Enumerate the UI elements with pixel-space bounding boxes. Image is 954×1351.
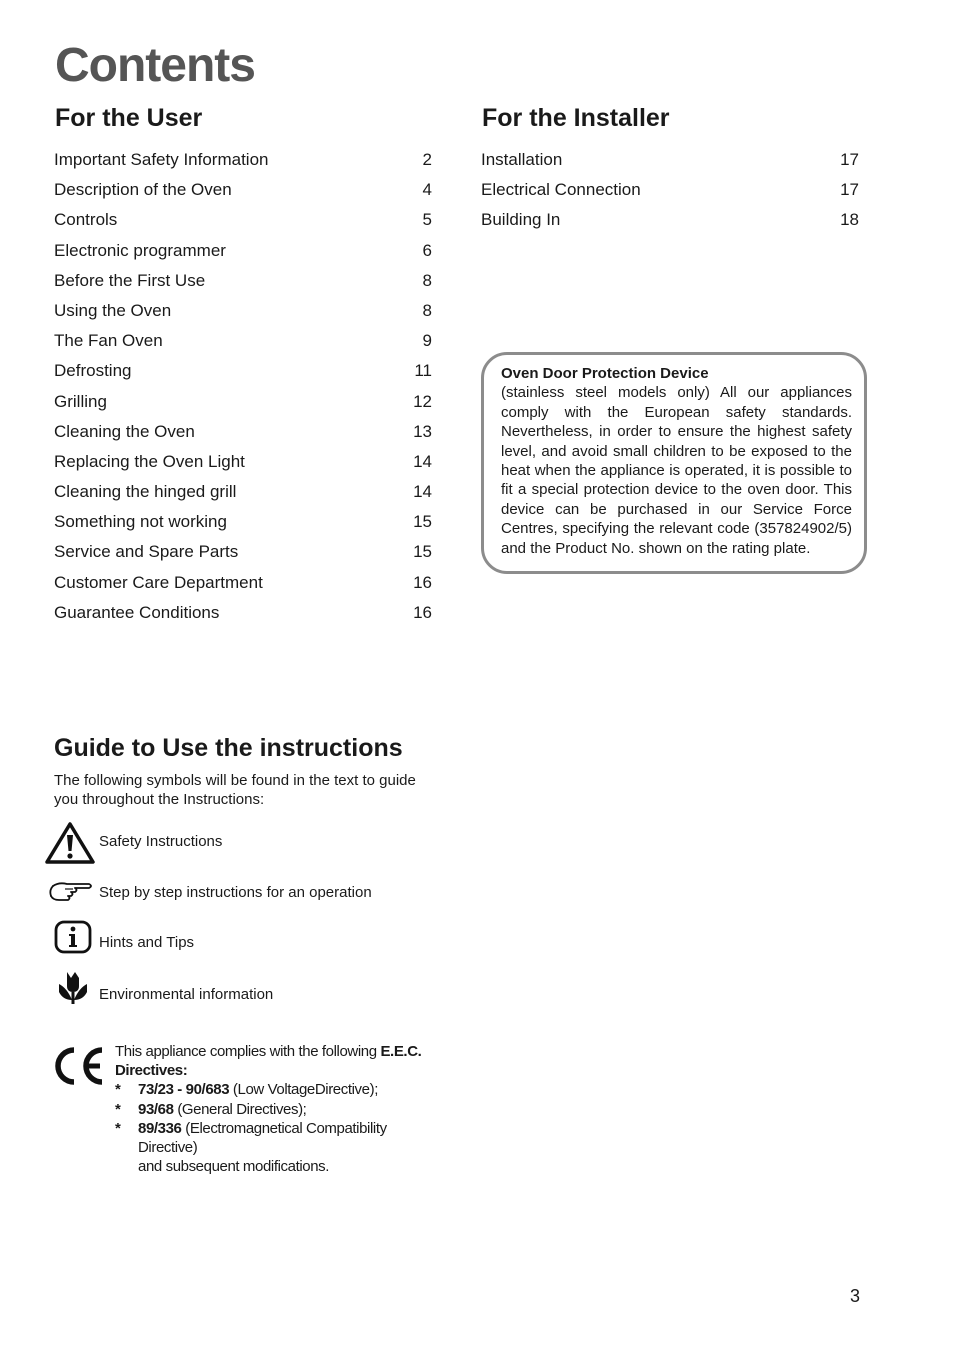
toc-item-page: 4 (422, 180, 432, 200)
toc-item-label: Cleaning the Oven (54, 421, 195, 441)
toc-item-page: 8 (422, 300, 432, 320)
symbol-label: Environmental information (99, 986, 274, 1003)
ce-compliance-text (115, 1042, 445, 1176)
toc-item-label: Important Safety Information (54, 150, 269, 169)
toc-item (54, 451, 432, 481)
toc-item-label: Defrosting (54, 361, 132, 381)
ce-intro: This appliance complies with the following E.E.C. Directives: (115, 1043, 422, 1080)
notice-body: (stainless steel models only) All our appliances comply with the European safety standards. Nevertheless, in order to ensure the highest safety level, and avoid small children to be exposed to the heat when the appliance is operated, it is possible to fit a special protection device to the oven door. This device can be purchased in our Service Force Centres, specifying the relevant code (357824902/5) and the Product No. shown on the rating plate. (501, 384, 852, 557)
symbol-label: Step by step instructions for an operation (99, 884, 372, 901)
toc-item (54, 179, 432, 209)
toc-item-label: Guarantee Conditions (54, 602, 220, 622)
toc-item (54, 511, 432, 541)
symbol-label: Hints and Tips (99, 934, 195, 951)
symbol-row-safety (45, 822, 465, 866)
toc-item-page: 9 (422, 331, 432, 351)
directive-code: 93/68 (138, 1100, 174, 1118)
toc-item (54, 481, 432, 511)
pointing-hand-icon (45, 874, 95, 918)
toc-item-label: Replacing the Oven Light (54, 451, 245, 471)
toc-item-page: 2 (422, 150, 432, 169)
toc-item-label: The Fan Oven (54, 331, 163, 351)
door-protection-notice (481, 352, 867, 574)
ce-directive-item: * 93/68 (General Directives); (115, 1100, 307, 1118)
toc-item-label: Before the First Use (54, 270, 206, 290)
toc-item-page: 16 (413, 602, 432, 622)
toc-item-label: Controls (54, 210, 118, 230)
toc-item (54, 541, 432, 571)
ce-directive-item: * 89/336 (Electromagnetical Compatibility Directive) (115, 1119, 387, 1157)
toc-item-page: 6 (422, 240, 432, 260)
directive-code: 89/336 (138, 1119, 182, 1137)
toc-item (481, 209, 859, 239)
ce-mark-icon (50, 1045, 108, 1087)
toc-item-page: 14 (413, 482, 432, 502)
page-number: 3 (850, 1286, 861, 1306)
ce-closing: and subsequent modifications. (138, 1158, 330, 1176)
toc-item-label: Cleaning the hinged grill (54, 482, 237, 502)
toc-item (54, 149, 432, 179)
toc-item-page: 14 (413, 451, 432, 471)
toc-item-label: Using the Oven (54, 300, 172, 320)
symbol-label: Safety Instructions (99, 833, 223, 850)
toc-item-label: Service and Spare Parts (54, 542, 239, 562)
toc-item-page: 17 (840, 150, 859, 169)
toc-item-label: Customer Care Department (54, 572, 263, 592)
installer-section-heading: For the Installer (482, 104, 670, 132)
guide-intro-text: The following symbols will be found in the text to guide you throughout the Instructions: (54, 772, 416, 808)
toc-item (54, 572, 432, 602)
page-title: Contents (55, 39, 255, 92)
warning-triangle-icon (45, 822, 95, 866)
installer-contents-list (481, 149, 859, 240)
toc-item-label: Electronic programmer (54, 240, 226, 260)
toc-item-page: 17 (840, 180, 859, 200)
toc-item-page: 18 (840, 210, 859, 230)
toc-item-page: 5 (422, 210, 432, 230)
toc-item-label: Building In (481, 210, 561, 230)
guide-section-heading: Guide to Use the instructions (54, 734, 403, 762)
toc-item-label: Electrical Connection (481, 180, 641, 200)
directive-desc: (Electromagnetical Compatibility Directive) (138, 1119, 387, 1157)
toc-item (54, 209, 432, 239)
toc-item (54, 391, 432, 421)
toc-item-page: 13 (413, 421, 432, 441)
toc-item-label: Installation (481, 150, 563, 169)
toc-item (54, 360, 432, 390)
notice-title: Oven Door Protection Device (501, 365, 709, 382)
toc-item (481, 149, 859, 179)
toc-item-page: 11 (414, 361, 432, 381)
toc-item-page: 16 (413, 572, 432, 592)
toc-item-label: Description of the Oven (54, 180, 232, 200)
toc-item-page: 15 (413, 512, 432, 532)
toc-item (54, 270, 432, 300)
toc-item (54, 240, 432, 270)
toc-item (54, 421, 432, 451)
symbol-row-environment (45, 970, 465, 1014)
toc-item (54, 330, 432, 360)
flower-eco-icon (45, 970, 95, 1014)
ce-directive-item: * 73/23 - 90/683 (Low VoltageDirective); (115, 1081, 378, 1099)
toc-item (54, 300, 432, 330)
toc-item (481, 179, 859, 209)
symbol-row-hints (45, 919, 465, 963)
toc-item-page: 8 (422, 270, 432, 290)
symbol-row-steps (45, 874, 465, 918)
directive-desc: (Low VoltageDirective); (229, 1081, 378, 1099)
ce-directives-label: E.E.C. Directives: (115, 1043, 422, 1080)
toc-item-page: 12 (413, 391, 432, 411)
toc-item-label: Something not working (54, 512, 227, 532)
toc-item-label: Grilling (54, 391, 107, 411)
toc-item (54, 602, 432, 632)
toc-item-page: 15 (413, 542, 432, 562)
directive-code: 73/23 - 90/683 (138, 1081, 230, 1099)
user-contents-list (54, 149, 432, 632)
user-section-heading: For the User (55, 104, 203, 132)
directive-desc: (General Directives); (173, 1100, 307, 1118)
info-icon (45, 919, 95, 963)
